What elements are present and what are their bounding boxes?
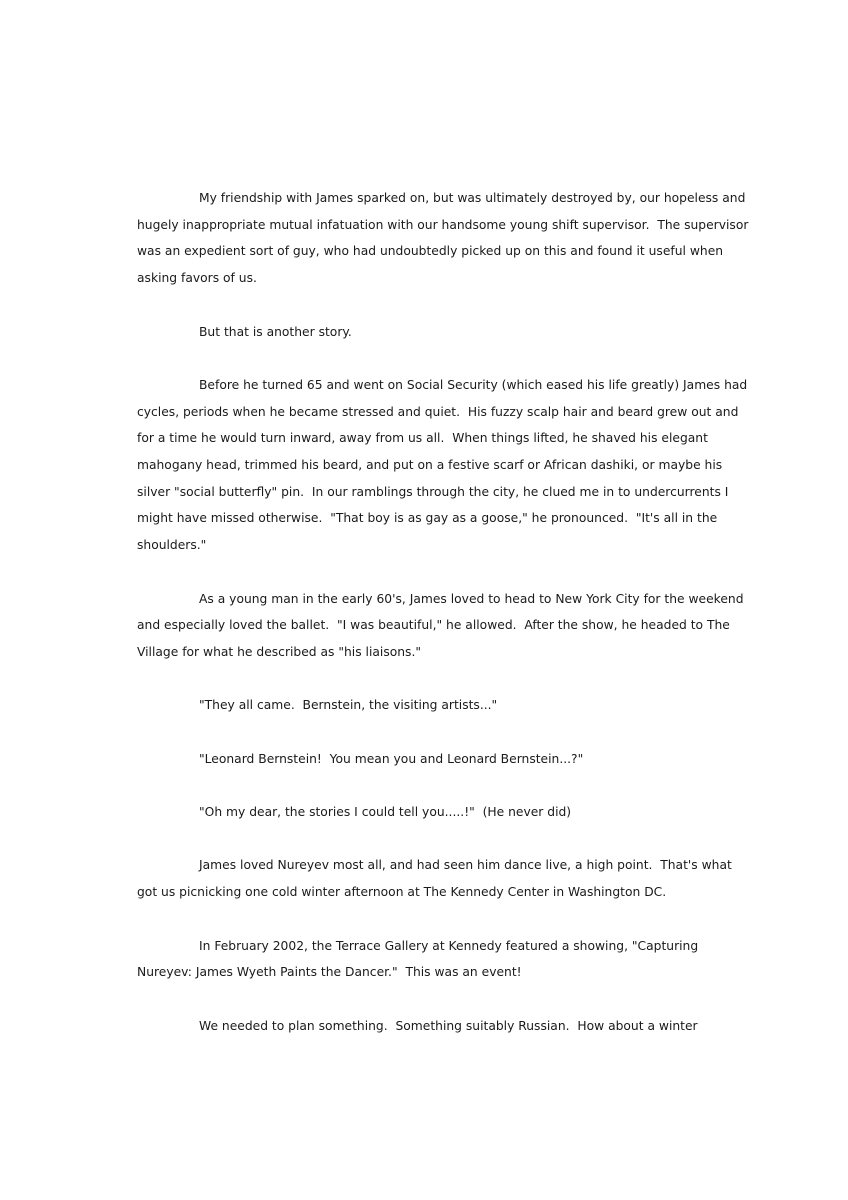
paragraph: "They all came. Bernstein, the visiting artists...": [199, 698, 498, 713]
paragraph: Before he turned 65 and went on Social Security (which eased his life greatly) James had cycles, periods when he became stressed and quiet. His fuzzy scalp hair and beard grew out and for a time he would turn inward, away from us all. When things lifted, he shaved his elegant mahogany head, trimmed his beard, and put on a festive scarf or African dashiki, or maybe his silver "social butterfly" pin. In our ramblings through the city, he clued me in to undercurrents I might have missed otherwise. "That boy is as gay as a goose," he pronounced. "It's all in the shoulders.": [137, 377, 752, 553]
paragraph: "Leonard Bernstein! You mean you and Leonard Bernstein...?": [199, 751, 584, 766]
paragraph: As a young man in the early 60's, James loved to head to New York City for the weekend and especially loved the ballet. "I was beautiful," he allowed. After the show, he headed to The Village for what he described as "his liaisons.": [137, 591, 748, 659]
paragraph: But that is another story.: [199, 324, 352, 339]
paragraph: James loved Nureyev most all, and had seen him dance live, a high point. That's what got us picnicking one cold winter afternoon at The Kennedy Center in Washington DC.: [137, 858, 736, 900]
paragraph: In February 2002, the Terrace Gallery at Kennedy featured a showing, "Capturing Nureyev: James Wyeth Paints the Dancer." This was an event!: [137, 938, 703, 980]
paragraph: We needed to plan something. Something suitably Russian. How about a winter: [199, 1018, 698, 1033]
paragraph: My friendship with James sparked on, but was ultimately destroyed by, our hopeless and hugely inappropriate mutual infatuation with our handsome young shift supervisor. The supervisor was an expedient sort of guy, who had undoubtedly picked up on this and found it useful when asking favors of us.: [137, 191, 753, 286]
paragraph: "Oh my dear, the stories I could tell you.....!" (He never did): [199, 805, 572, 820]
document-body: [137, 185, 753, 1039]
